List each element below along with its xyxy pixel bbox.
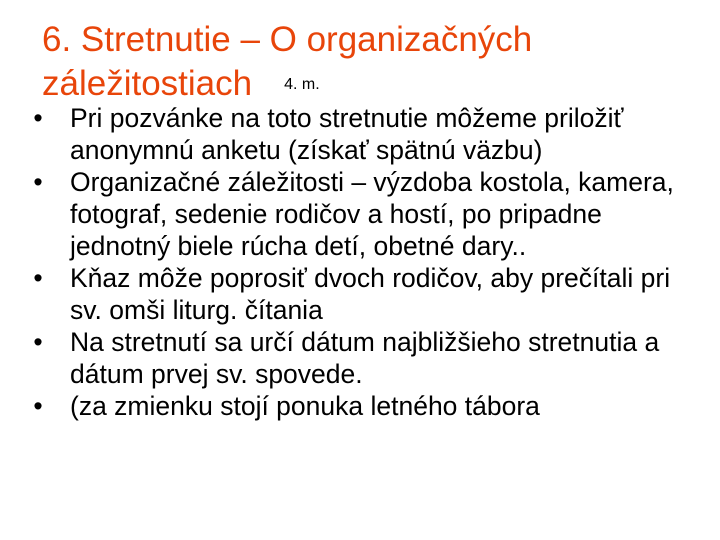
title-note: 4. m. [284, 76, 320, 93]
bullet-text: Pri pozvánke na toto stretnutie môžeme priložiť anonymnú anketu (získať spätnú väzbu) [70, 103, 624, 165]
bullet-text: (za zmienku stojí ponuka letného tábora [70, 391, 540, 421]
bullet-list [28, 102, 708, 422]
bullet-marker: • [33, 263, 43, 293]
title-line-1: 6. Stretnutie – O organizačných [42, 20, 533, 59]
bullet-marker: • [33, 391, 43, 421]
bullet-item [28, 166, 708, 262]
bullet-item [28, 326, 708, 390]
title-line-2: záležitostiach [42, 64, 253, 103]
bullet-text: Organizačné záležitosti – výzdoba kostola, kamera, fotograf, sedenie rodičov a hostí, po pripadne jednotný biele rúcha detí, obetné dary.. [70, 167, 674, 261]
bullet-marker: • [33, 327, 43, 357]
bullet-marker: • [33, 167, 43, 197]
bullet-marker: • [33, 103, 43, 133]
bullet-text: Kňaz môže poprosiť dvoch rodičov, aby prečítali pri sv. omši liturg. čítania [70, 263, 671, 325]
bullet-item [28, 102, 708, 166]
bullet-item [28, 390, 708, 422]
bullet-text: Na stretnutí sa určí dátum najbližšieho stretnutia a dátum prvej sv. spovede. [70, 327, 660, 389]
bullet-item [28, 262, 708, 326]
slide-title [42, 18, 702, 107]
